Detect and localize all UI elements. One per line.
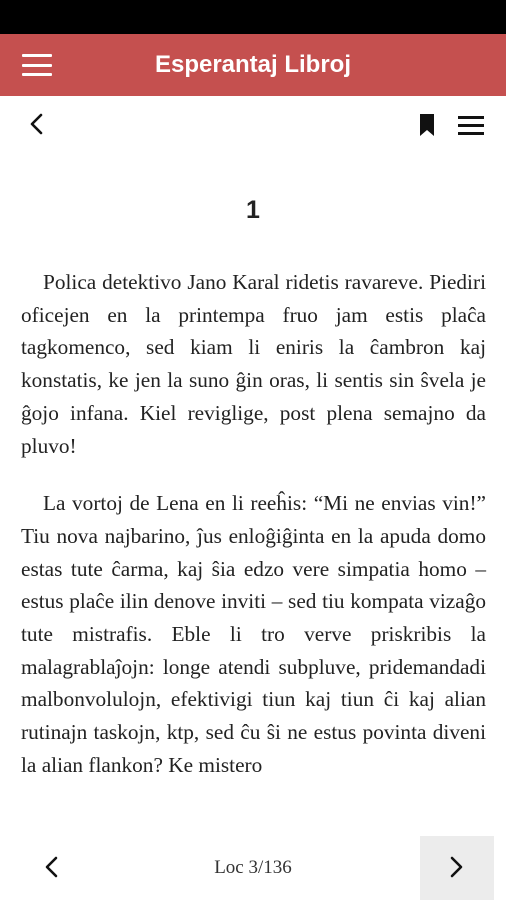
toc-icon[interactable] <box>458 116 484 134</box>
chevron-left-icon <box>47 858 56 876</box>
previous-page-button[interactable] <box>30 836 74 900</box>
paragraph: Polica detektivo Jano Karal ridetis ravareve. Piediri oficejen en la printempa fruo jam estis plaĉa tagkomenco, sed kiam li eniris la ĉambron kaj konstatis, ke jen la suno ĝin oras, li sentis sin ŝvela je ĝojo infana. Kiel reviglige, post plena semajno da pluvo! <box>21 270 486 458</box>
chevron-right-icon <box>452 858 461 876</box>
page-navigation <box>0 836 506 900</box>
paragraph: La vortoj de Lena en li reeĥis: “Mi ne envias vin!” Tiu nova najbarino, ĵus enloĝiĝinta en la apuda domo estas tute ĉarma, kaj ŝia edzo vere simpatia homo – estus plaĉe ilin denove inviti – sed tiu kompata vizaĝo tute mistrafis. Eble li tro verve priskribis la malagrablaĵojn: longe atendi subpluve, pridemandadi malbonvolulojn, efektivigi tiun kaj tiun ĉi kaj alian rutinajn taskojn, ktp, sed ĉu ŝi ne estus povinta diveni la alian flankon? Ke mistero <box>21 491 486 777</box>
bookmark-icon[interactable] <box>418 113 436 137</box>
location-indicator: Loc 3/136 <box>214 857 292 878</box>
reader-toolbar <box>0 96 506 152</box>
chapter-heading: 1 <box>246 196 260 224</box>
back-icon[interactable] <box>26 112 48 136</box>
app-title: Esperantaj Libroj <box>154 51 352 78</box>
status-bar <box>0 0 506 34</box>
app-bar <box>0 34 506 96</box>
book-text <box>21 266 486 807</box>
next-page-button[interactable] <box>420 836 494 900</box>
